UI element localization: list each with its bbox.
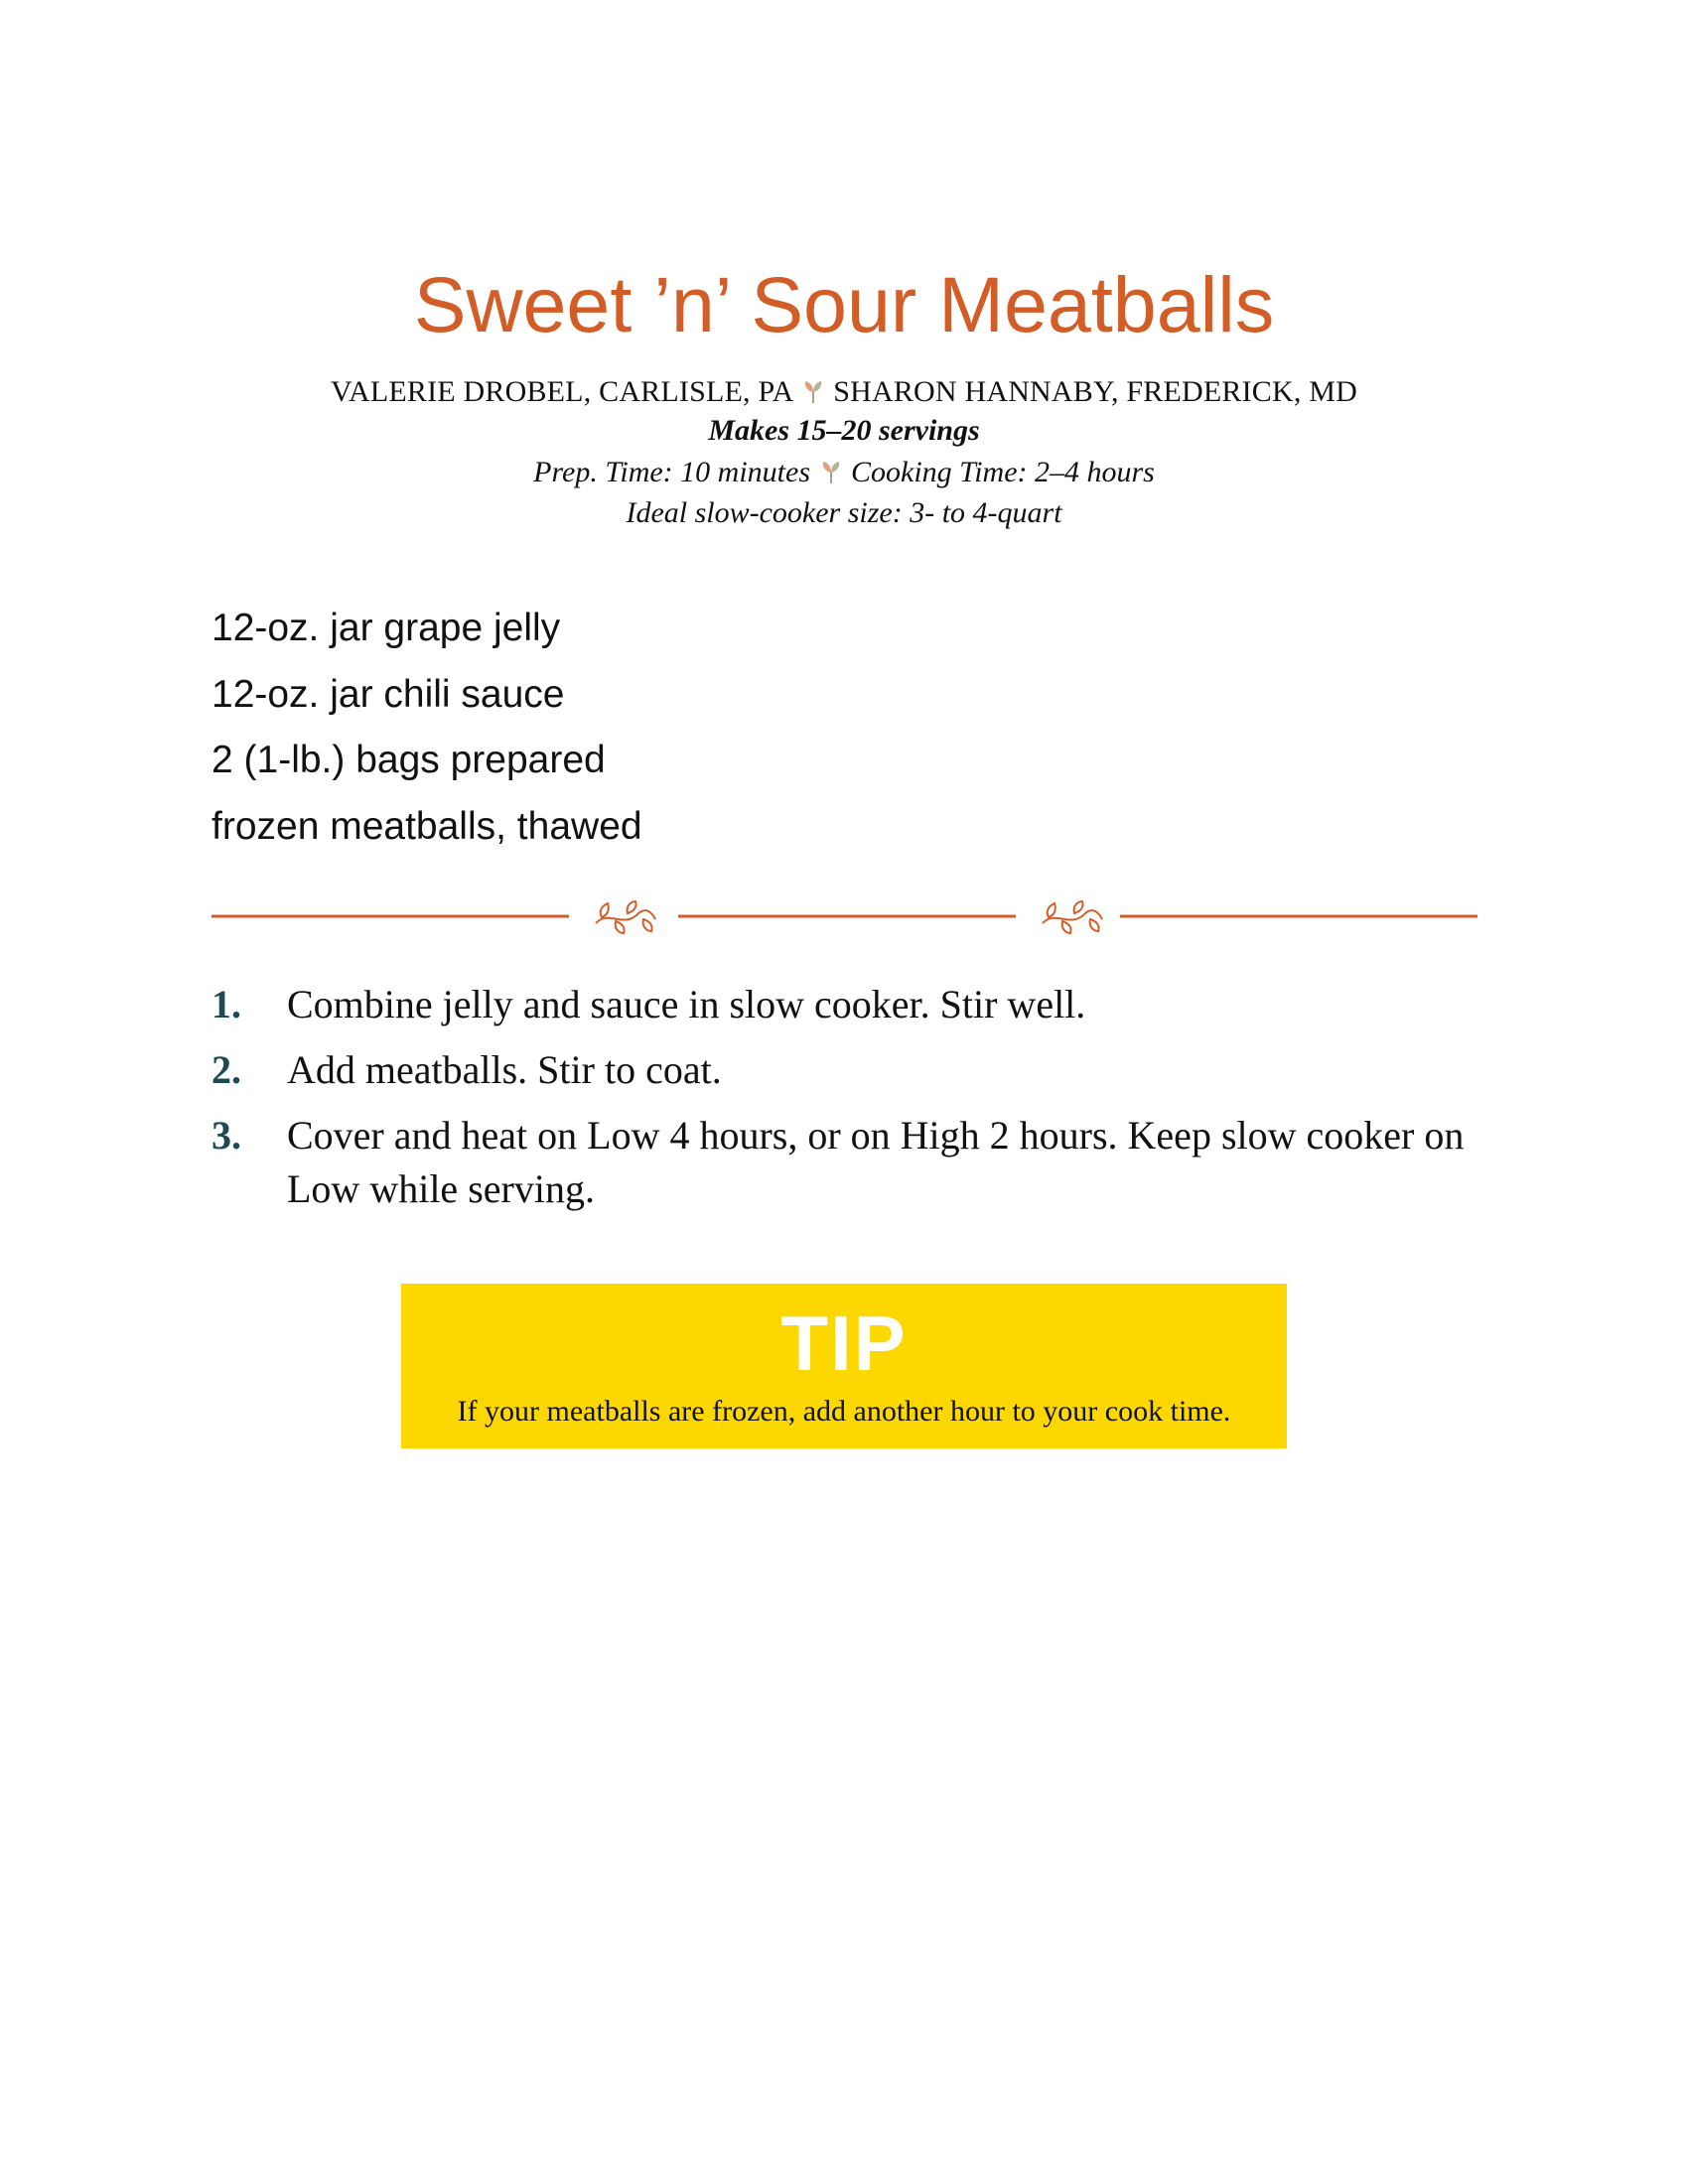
author-2: SHARON HANNABY, FREDERICK, MD bbox=[833, 375, 1358, 408]
prep-time: Prep. Time: 10 minutes bbox=[533, 456, 810, 488]
instruction-list bbox=[211, 978, 1492, 1228]
ingredient-item: 2 (1-lb.) bags prepared bbox=[211, 739, 606, 781]
servings: Makes 15–20 servings bbox=[708, 414, 980, 447]
leaf-vine-icon bbox=[596, 901, 655, 933]
author-1: VALERIE DROBEL, CARLISLE, PA bbox=[330, 375, 792, 408]
instruction-step bbox=[211, 1109, 1492, 1216]
step-text: Combine jelly and sauce in slow cooker. Stir well. bbox=[287, 982, 1086, 1026]
ingredient-item: 12-oz. jar grape jelly bbox=[211, 607, 561, 649]
recipe-title: Sweet ’n’ Sour Meatballs bbox=[413, 260, 1275, 348]
leaf-vine-icon bbox=[1043, 901, 1102, 933]
cooker-size: Ideal slow-cooker size: 3- to 4-quart bbox=[626, 496, 1062, 529]
leaf-sprig-icon bbox=[820, 461, 842, 484]
ingredient-list bbox=[211, 596, 642, 860]
step-number: 2. bbox=[211, 1047, 241, 1092]
step-text: Add meatballs. Stir to coat. bbox=[287, 1047, 722, 1092]
instruction-step bbox=[211, 1043, 1492, 1097]
recipe-authors bbox=[0, 373, 1688, 411]
leaf-sprig-icon bbox=[802, 380, 824, 404]
tip-text: If your meatballs are frozen, add another hour to your cook time. bbox=[457, 1395, 1231, 1428]
ingredient-item: 12-oz. jar chili sauce bbox=[211, 672, 565, 716]
tip-heading: TIP bbox=[780, 1299, 908, 1387]
ingredient-item: frozen meatballs, thawed bbox=[211, 804, 642, 848]
step-number: 1. bbox=[211, 982, 241, 1026]
instruction-step bbox=[211, 978, 1492, 1031]
step-number: 3. bbox=[211, 1113, 241, 1158]
step-text: Cover and heat on Low 4 hours, or on High 2 hours. Keep slow cooker on Low while serving. bbox=[287, 1113, 1465, 1211]
cooking-time: Cooking Time: 2–4 hours bbox=[851, 456, 1155, 488]
ornamental-divider bbox=[211, 891, 1477, 941]
tip-box bbox=[401, 1284, 1287, 1448]
recipe-times bbox=[0, 454, 1688, 491]
